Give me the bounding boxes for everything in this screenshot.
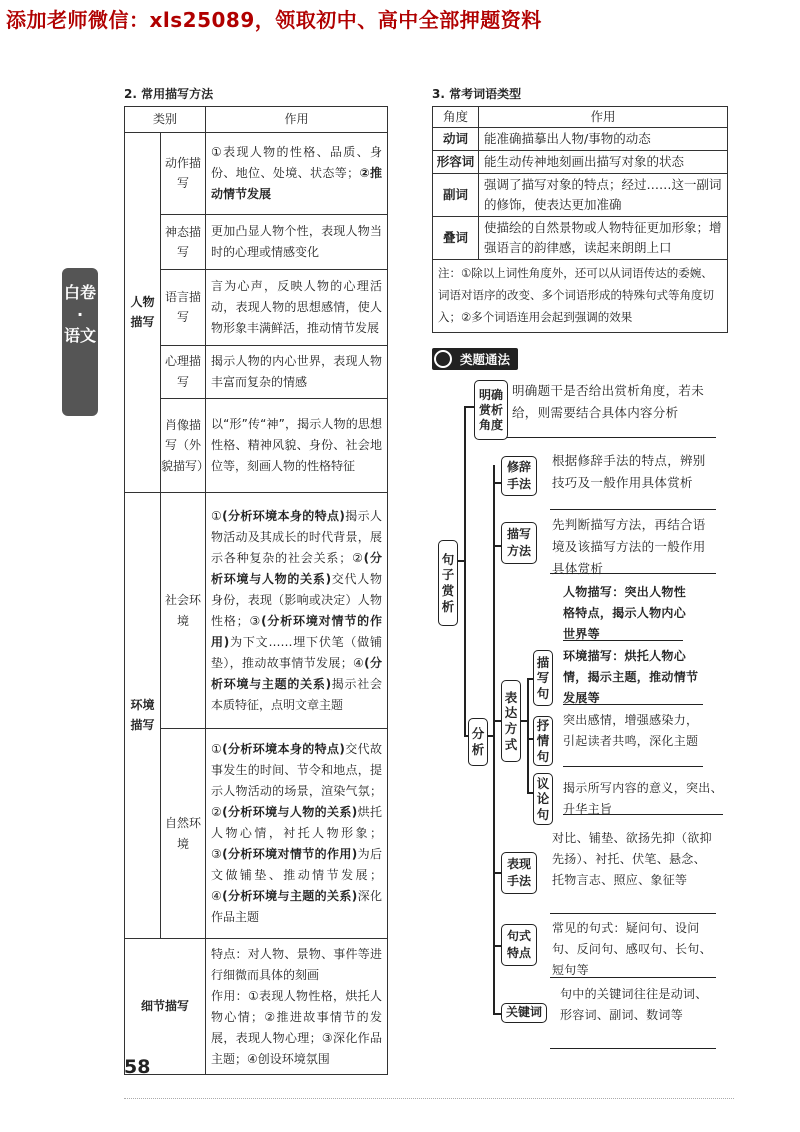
- row-text: [206, 133, 388, 215]
- text-part: ①: [211, 742, 223, 756]
- table-row: [433, 151, 728, 174]
- method-label: 类题通法: [432, 348, 518, 370]
- connector-line: [464, 406, 474, 408]
- row-sub: 肖像描写（外貌描写）: [161, 398, 206, 492]
- wechat-banner: 添加老师微信：xls25089，领取初中、高中全部押题资料: [6, 8, 542, 32]
- connector-line: [527, 678, 529, 792]
- row-sub: 动作描写: [161, 133, 206, 215]
- word-types-table: [432, 106, 728, 333]
- col-category: 类别: [125, 107, 206, 133]
- detail-feature: 特点：对人物、景物、事件等进行细微而具体的刻画: [211, 946, 382, 982]
- person-desc-text: 人物描写：突出人物性格特点，揭示人物内心世界等: [563, 585, 687, 641]
- text-part: 为后文做铺垫、推动情节发展；④: [211, 847, 382, 903]
- table-row: [433, 260, 728, 333]
- col-function: 作用: [479, 107, 728, 128]
- table-row: [125, 270, 388, 346]
- detail-category: 细节描写: [125, 939, 206, 1075]
- expression-node: 表达方式: [501, 680, 521, 762]
- row-sub: 语言描写: [161, 270, 206, 346]
- row-sub: 自然环境: [161, 729, 206, 939]
- text-part: 交代故事发生的时间、节令和地点，提示人物活动的场景，渲染气氛；②: [211, 742, 382, 819]
- table-row: [125, 214, 388, 269]
- row-sub: 神态描写: [161, 214, 206, 269]
- text-bold: (分析环境对情节的作用): [211, 613, 382, 649]
- person-category: 人物描写: [125, 133, 161, 493]
- word-function: 使描绘的自然景物或人物特征更加形象；增强语言的韵律感，读起来朗朗上口: [479, 217, 728, 260]
- section3-heading: 3. 常考词语类型: [432, 87, 522, 101]
- side-tab-line3: 语文: [63, 326, 96, 346]
- text-part: 揭示人物活动及其成长的时代背景，展示各种复杂的社会关系；②: [211, 508, 382, 565]
- text-part: 交代人物身份，表现（影响或决定）人物性格；③: [211, 571, 382, 628]
- side-tab: [62, 268, 98, 416]
- desc-sentence-node: 描写句: [533, 650, 553, 706]
- text-part: 揭示社会本质特征，点明文章主题: [211, 676, 382, 712]
- connector-line: [493, 872, 501, 874]
- lyric-node: 抒情句: [533, 716, 553, 766]
- row-text: 更加凸显人物个性，表现人物当时的心理或情感变化: [206, 214, 388, 269]
- angle-text: 明确题干是否给出赏析角度，若未给，则需要结合具体内容分析: [512, 383, 705, 420]
- table-row: [125, 493, 388, 729]
- page-number: 58: [124, 1056, 151, 1078]
- text-bold: (分析环境对情节的作用): [222, 847, 358, 861]
- connector-line: [464, 406, 466, 736]
- section2-heading: 2. 常用描写方法: [124, 87, 214, 101]
- keyword-node: 关键词: [501, 1003, 547, 1023]
- keyword-text: 句中的关键词往往是动词、形容词、副词、数词等: [560, 987, 708, 1022]
- describe-text: 先判断描写方法，再结合语境及该描写方法的一般作用具体赏析: [552, 517, 706, 576]
- table-row: [433, 217, 728, 260]
- text-bold: ②推动情节发展: [211, 165, 382, 201]
- side-tab-line1: 白卷: [63, 283, 96, 302]
- leaf-rule: [550, 1048, 716, 1049]
- text-bold: (分析环境本身的特点): [222, 508, 345, 523]
- connector-line: [493, 545, 501, 547]
- connector-line: [493, 465, 495, 1015]
- describe-node: 描写方法: [501, 522, 537, 564]
- row-text: [206, 939, 388, 1075]
- connector-line: [493, 720, 501, 722]
- leaf-rule: [506, 437, 716, 438]
- text-bold: (分析环境与主题的关系): [222, 889, 358, 903]
- table-row: [125, 398, 388, 492]
- table-header-row: [433, 107, 728, 128]
- connector-line: [493, 482, 501, 484]
- text-part: 为下文……埋下伏笔（做铺垫），推动故事情节发展；④: [211, 634, 382, 670]
- text-part: ①表现人物的性格、品质、身份、地位、处境、状态等；: [211, 144, 382, 180]
- rhetoric-node: 修辞手法: [501, 456, 537, 496]
- table-row: [433, 174, 728, 217]
- table-row: [433, 128, 728, 151]
- pattern-node: 句式特点: [501, 924, 537, 966]
- word-type: 形容词: [433, 151, 479, 174]
- detail-function: 作用：①表现人物性格，烘托人物心情；②推进故事情节的发展，表现人物心理；③深化作品主题；④创设环境氛围: [211, 988, 382, 1066]
- col-angle: 角度: [433, 107, 479, 128]
- argue-text: 揭示所写内容的意义，突出、升华主旨: [563, 781, 723, 816]
- side-tab-line2: ·: [76, 304, 84, 324]
- angle-node: 明确赏析角度: [474, 380, 508, 440]
- table-row: [125, 939, 388, 1075]
- text-bold: (分析环境本身的特点): [222, 742, 345, 756]
- description-methods-table: [124, 106, 388, 1075]
- connector-line: [493, 945, 501, 947]
- row-text: 言为心声，反映人物的心理活动，表现人物的思想感情，使人物形象丰满鲜活，推动情节发展: [206, 270, 388, 346]
- leaf-rule: [563, 766, 703, 767]
- word-type: 副词: [433, 174, 479, 217]
- connector-line: [520, 720, 528, 722]
- argue-node: 议论句: [533, 773, 553, 825]
- technique-text: 对比、铺垫、欲扬先抑（欲抑先扬）、衬托、伏笔、悬念、托物言志、照应、象征等: [552, 831, 712, 887]
- table-header-row: [125, 107, 388, 133]
- analysis-node: 分析: [468, 718, 488, 766]
- env-category: 环境描写: [125, 493, 161, 939]
- text-bold: (分析环境与人物的关系): [211, 550, 382, 586]
- footer-divider: [124, 1098, 734, 1099]
- connector-line: [493, 1013, 501, 1015]
- text-bold: (分析环境与人物的关系): [222, 805, 358, 819]
- word-function: 能准确描摹出人物/事物的动态: [479, 128, 728, 151]
- pattern-text: 常见的句式：疑问句、设问句、反问句、感叹句、长句、短句等: [552, 921, 712, 977]
- word-function: 强调了描写对象的特点；经过……这一副词的修饰，使表达更加准确: [479, 174, 728, 217]
- text-part: 深化作品主题: [211, 889, 382, 924]
- lyric-text: 突出感情，增强感染力，引起读者共鸣，深化主题: [563, 713, 699, 748]
- table-row: [125, 133, 388, 215]
- col-function: 作用: [206, 107, 388, 133]
- row-sub: 心理描写: [161, 345, 206, 398]
- table-row: [125, 729, 388, 939]
- row-sub: 社会环境: [161, 493, 206, 729]
- env-desc-text: 环境描写：烘托人物心情，揭示主题，推动情节发展等: [563, 649, 699, 705]
- word-type: 动词: [433, 128, 479, 151]
- table-row: [125, 345, 388, 398]
- table-note: 注：①除以上词性角度外，还可以从词语传达的委婉、词语对语序的改变、多个词语形成的特殊句式等角度切入；②多个词语连用会起到强调的效果: [433, 260, 728, 333]
- word-function: 能生动传神地刻画出描写对象的状态: [479, 151, 728, 174]
- row-text: [206, 493, 388, 729]
- text-part: ①: [211, 508, 223, 523]
- word-type: 叠词: [433, 217, 479, 260]
- row-text: [206, 729, 388, 939]
- row-text: 揭示人物的内心世界，表现人物丰富而复杂的情感: [206, 345, 388, 398]
- text-part: 烘托人物心情，衬托人物形象；③: [211, 805, 382, 861]
- technique-node: 表现手法: [501, 852, 537, 894]
- row-text: 以“形”传“神”，揭示人物的思想性格、精神风貌、身份、社会地位等，刻画人物的性格特征: [206, 398, 388, 492]
- rhetoric-text: 根据修辞手法的特点，辨别技巧及一般作用具体赏析: [552, 453, 706, 490]
- leaf-rule: [550, 509, 716, 510]
- text-bold: (分析环境与主题的关系): [211, 655, 382, 691]
- key-icon: [434, 350, 452, 368]
- leaf-rule: [550, 913, 716, 914]
- root-node: 句子赏析: [438, 540, 458, 626]
